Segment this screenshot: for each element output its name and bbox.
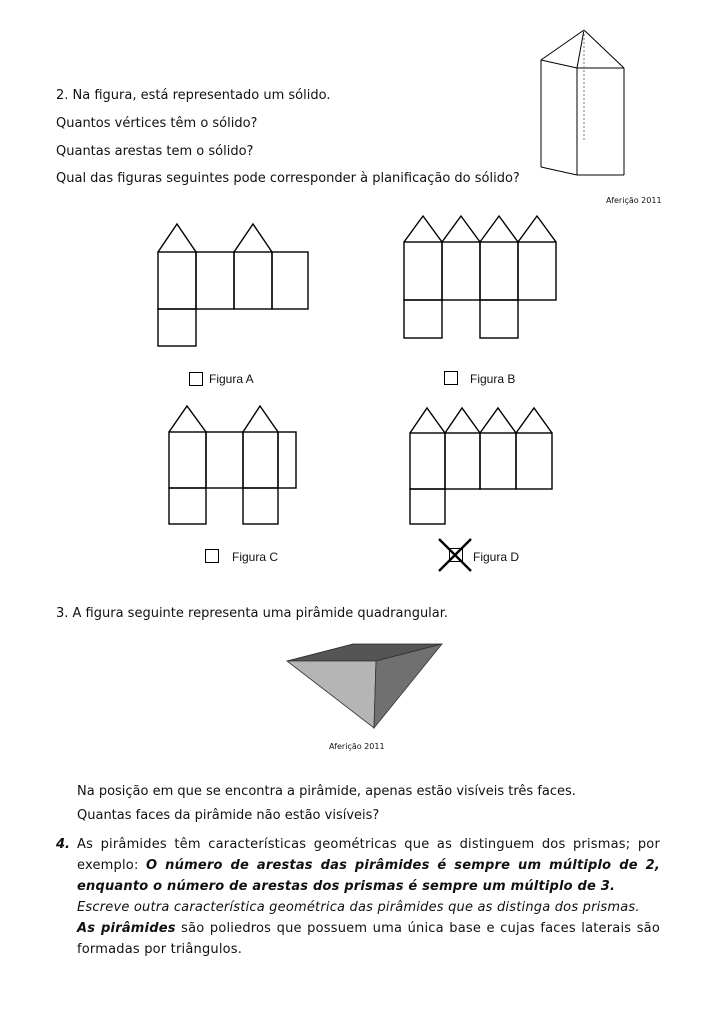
q4-answer-lead: As pirâmides	[77, 921, 176, 936]
q2-net-question: Qual das figuras seguintes pode corresponder à planificação do sólido?	[56, 171, 520, 186]
q2-vertices-question: Quantos vértices têm o sólido?	[56, 116, 258, 131]
q2-title: 2. Na figura, está representado um sólido.	[56, 88, 331, 103]
figura-b-label: Figura B	[470, 372, 516, 386]
net-figura-c	[168, 404, 298, 526]
q3-hidden-faces-question: Quantas faces da pirâmide não estão visíveis?	[77, 808, 380, 823]
checkbox-figura-b[interactable]	[444, 371, 458, 385]
net-figura-a	[157, 222, 309, 348]
q4-intro: As pirâmides têm características geométricas que as distinguem dos prismas; por exemplo:	[77, 837, 660, 873]
net-figura-d	[409, 406, 554, 526]
figura-c-label: Figura C	[232, 550, 279, 564]
net-figura-b	[403, 214, 558, 340]
selected-cross-mark	[437, 537, 473, 573]
q3-title: 3. A figura seguinte representa uma pirâmide quadrangular.	[56, 606, 449, 621]
figura-d-label: Figura D	[473, 550, 520, 564]
checkbox-figura-a[interactable]	[189, 372, 203, 386]
q2-edges-question: Quantas arestas tem o sólido?	[56, 144, 254, 159]
q4-example: O número de arestas das pirâmides é sempre um múltiplo de 2, enquanto o número de arestas dos prismas é sempre um múltiplo de 3.	[77, 858, 660, 894]
q4-answer-rest: são poliedros que possuem uma única base e cujas faces laterais são formadas por triângulos.	[77, 921, 660, 957]
q2-source: Aferição 2011	[606, 196, 662, 205]
q4-body	[77, 834, 660, 960]
triangular-prism-solid	[540, 28, 630, 178]
q4-prompt: Escreve outra característica geométrica das pirâmides que as distinga dos prismas.	[77, 900, 640, 915]
square-pyramid-figure	[285, 642, 445, 732]
figura-a-label: Figura A	[209, 372, 254, 386]
q4-number: 4.	[56, 837, 70, 852]
q3-visible-faces-text: Na posição em que se encontra a pirâmide, apenas estão visíveis três faces.	[77, 784, 576, 799]
q3-source: Aferição 2011	[329, 742, 385, 751]
checkbox-figura-c[interactable]	[205, 549, 219, 563]
